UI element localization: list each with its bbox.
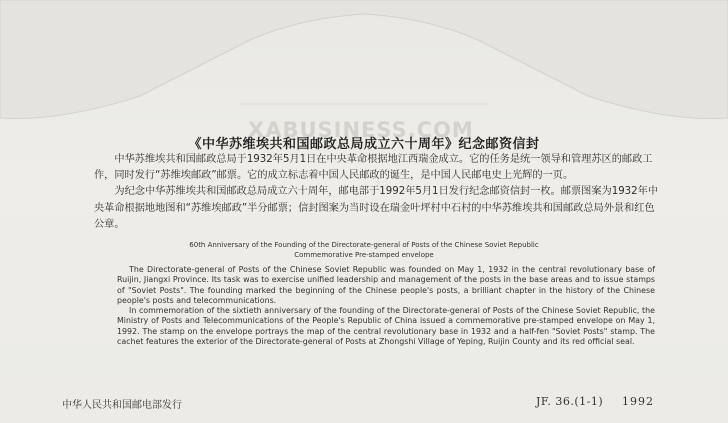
chinese-description <box>94 152 664 233</box>
english-title-line: 60th Anniversary of the Founding of the Directorate-general of Posts of the Chinese Soviet Republic <box>189 241 539 249</box>
english-subtitle-line: Commemorative Pre-stamped envelope <box>294 250 434 259</box>
english-description <box>117 265 655 347</box>
chinese-paragraph: 中华苏维埃共和国邮政总局于1932年5月1日在中央革命根据地江西瑞金成立。它的任务是统一领导和管理苏区的邮政工作，同时发行“苏维埃邮政”邮票。它的成立标志着中国人民邮政的诞生，是中国人民邮电史上光辉的一页。 <box>94 154 653 182</box>
watermark: XABUSINESS.COM <box>248 118 474 142</box>
envelope-flap <box>0 0 728 130</box>
chinese-title: 《中华苏维埃共和国邮政总局成立六十周年》纪念邮资信封 <box>188 137 540 152</box>
english-title <box>0 241 728 260</box>
english-paragraph: In commemoration of the sixtieth anniversary of the founding of the Directorate-general of Posts of the Chinese Soviet Republic, the Ministry of Posts and Telecommunications of the People's Republic of China issued a commemorative pre-stamped envelope on May 1, 1992. The stamp on the envelope portrays the map of the central revolutionary base in 1932 and a half-fen "Soviet Posts" stamp. The cachet features the exterior of the Directorate-general of Posts at Zhongshi Village of Yeping, Ruijin County and its red official seal. <box>117 306 655 347</box>
issue-year: 1992 <box>622 395 654 408</box>
publisher-label: 中华人民共和国邮电部发行 <box>62 400 182 411</box>
english-paragraph: The Directorate-general of Posts of the Chinese Soviet Republic was founded on May 1, 1932 in the central revolutionary base of Ruijin, Jiangxi Province. Its task was to exercise unified leadership and management of the posts in the base areas and to issue stamps of "Soviet Posts". The founding marked the beginning of the Chinese people's posts, a brilliant chapter in the history of the Chinese people's posts and telecommunications. <box>117 265 655 305</box>
chinese-paragraph: 为纪念中华苏维埃共和国邮政总局成立六十周年，邮电部于1992年5月1日发行纪念邮资信封一枚。邮票图案为1932年中央革命根据地地图和“苏维埃邮政”半分邮票；信封图案为当时设在瑞金叶坪村中石村的中华苏维埃共和国邮政总局外景和红色公章。 <box>94 186 659 230</box>
issue-code: JF. 36.(1-1) <box>536 395 604 408</box>
